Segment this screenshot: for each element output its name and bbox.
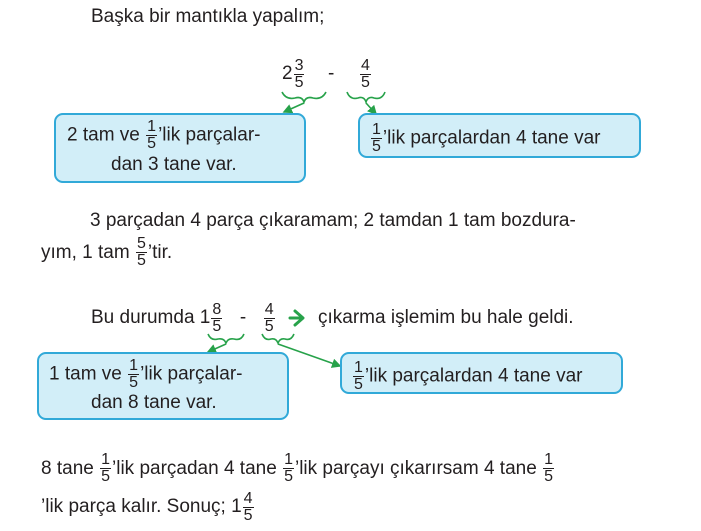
paragraph-line: 3 parçadan 4 parça çıkaramam; 2 tamdan 1 tam bozdura- <box>90 210 576 231</box>
conclusion-line: ’lik parça kalır. Sonuç; 1 $\frac{4}{5}$ <box>41 489 253 524</box>
brace-left-1 <box>282 92 326 102</box>
section-heading: Başka bir mantıkla yapalım; <box>91 6 325 27</box>
mixed-whole: 2 <box>282 63 293 84</box>
box-text: ’lik parçalardan 4 tane var <box>364 365 583 387</box>
minus-sign: - <box>328 63 335 84</box>
problem-2-suffix: çıkarma işlemim bu hale geldi. <box>318 307 574 328</box>
brace-right-1 <box>347 92 385 102</box>
box-text: 1 tam ve <box>49 363 122 385</box>
fraction: $\frac{1}{5}$ <box>284 451 293 486</box>
fraction: $\frac{3}{5}$ <box>294 56 304 91</box>
mixed-whole: 1 <box>231 496 242 517</box>
box-text: dan 3 tane var. <box>111 154 237 175</box>
right-arrow-icon <box>290 311 303 325</box>
problem-2-expression: Bu durumda 1 $\frac{8}{5}$ - $\frac{4}{5}$ <box>91 300 274 335</box>
minus-sign: - <box>239 307 247 329</box>
fraction: $\frac{4}{5}$ <box>264 300 274 335</box>
problem-1-expression <box>282 56 372 92</box>
fraction: $\frac{1}{5}$ <box>129 357 139 391</box>
fraction: $\frac{1}{5}$ <box>101 451 111 486</box>
info-box-4 <box>340 352 623 394</box>
box-text: ’lik parçalar- <box>158 124 261 146</box>
fraction: $\frac{4}{5}$ <box>243 489 253 524</box>
fraction: $\frac{1}{5}$ <box>544 451 553 486</box>
info-box-2 <box>358 113 641 158</box>
fraction: $\frac{1}{5}$ <box>354 359 363 393</box>
box-text: ’lik parçalardan 4 tane var <box>382 127 601 149</box>
paragraph-line: yım, 1 tam $\frac{5}{5}$ ’tir. <box>41 235 173 270</box>
fraction: $\frac{8}{5}$ <box>212 300 222 335</box>
box-text: ’lik parçalar- <box>140 363 243 385</box>
fraction: $\frac{1}{5}$ <box>147 118 157 152</box>
arrow-to-box1 <box>284 103 304 112</box>
box-text: 2 tam ve <box>67 124 140 146</box>
fraction: $\frac{4}{5}$ <box>360 56 370 91</box>
conclusion-line: 8 tane $\frac{1}{5}$ ’lik parçadan 4 tane $\frac{1}{5}$ ’lik parçayı çıkarırsam 4 tane $\frac{1}{5}$ <box>41 451 553 486</box>
info-box-3 <box>37 352 289 420</box>
fraction: $\frac{1}{5}$ <box>372 121 381 155</box>
box-text: dan 8 tane var. <box>91 392 217 413</box>
fraction: $\frac{5}{5}$ <box>136 235 146 270</box>
info-box-1 <box>54 113 306 183</box>
mixed-whole: 1 <box>199 307 211 328</box>
arrow-to-box3 <box>208 344 226 352</box>
